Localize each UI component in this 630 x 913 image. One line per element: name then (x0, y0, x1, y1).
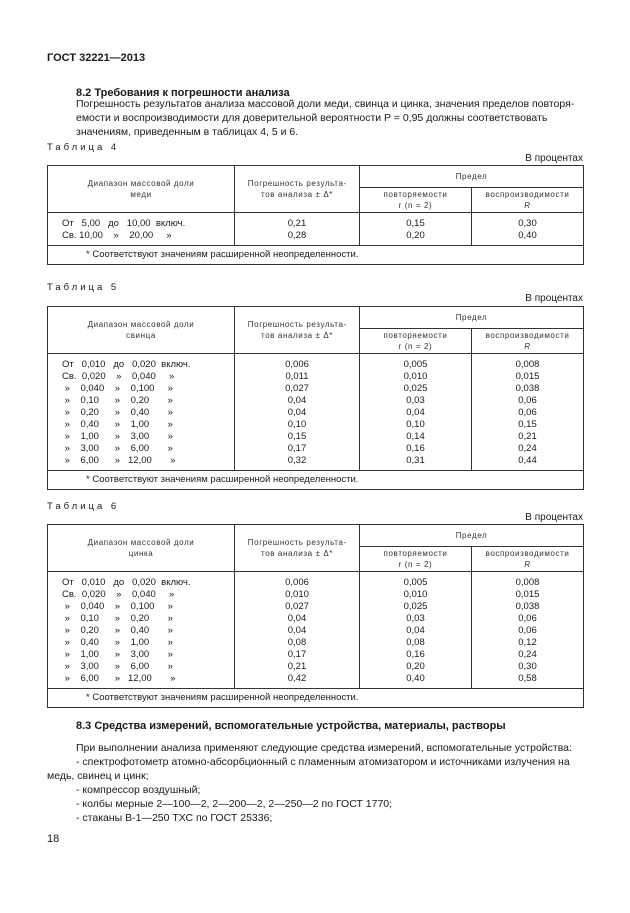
cell-error: 0,04 (235, 625, 360, 637)
cell-error: 0,006 (235, 354, 360, 372)
cell-reproducibility: 0,21 (472, 431, 584, 443)
header-repeatability-label: повторяемости (383, 190, 448, 199)
cell-range: Св. 0,020 » 0,040 » (48, 371, 235, 383)
header-range: Диапазон массовой доли меди (48, 166, 235, 213)
cell-repeatability: 0,010 (360, 589, 472, 601)
table-row (48, 601, 584, 613)
header-repeatability (360, 547, 472, 572)
section-8-3-item-4: - стаканы В-1—250 ТХС по ГОСТ 25336; (76, 812, 273, 824)
cell-error: 0,32 (235, 455, 360, 471)
cell-reproducibility: 0,24 (472, 649, 584, 661)
table-row (48, 383, 584, 395)
cell-reproducibility: 0,06 (472, 395, 584, 407)
cell-repeatability: 0,04 (360, 407, 472, 419)
header-range: Диапазон массовой доли свинца (48, 307, 235, 354)
cell-repeatability: 0,40 (360, 673, 472, 689)
cell-reproducibility: 0,06 (472, 407, 584, 419)
table4 (47, 165, 584, 265)
cell-error: 0,04 (235, 613, 360, 625)
table5-caption: Таблица 5 (47, 282, 120, 293)
table-row (48, 407, 584, 419)
section-8-3-intro: При выполнении анализа применяют следующие средства измерений, вспомогательные устройства: (76, 742, 572, 754)
cell-range: » 0,10 » 0,20 » (48, 613, 235, 625)
header-reproducibility (472, 188, 584, 213)
cell-repeatability: 0,03 (360, 613, 472, 625)
cell-reproducibility: 0,30 (472, 661, 584, 673)
section-8-2-title: 8.2 Требования к погрешности анализа (76, 87, 290, 99)
table-row (48, 354, 584, 372)
cell-range: » 3,00 » 6,00 » (48, 443, 235, 455)
cell-error: 0,10 (235, 419, 360, 431)
cell-reproducibility: 0,038 (472, 601, 584, 613)
cell-error: 0,28 (235, 230, 360, 246)
cell-error: 0,04 (235, 395, 360, 407)
header-limit: Предел (360, 166, 584, 188)
cell-reproducibility: 0,40 (472, 230, 584, 246)
section-8-3-item-1-cont: медь, свинец и цинк; (47, 770, 149, 782)
cell-range: » 0,040 » 0,100 » (48, 601, 235, 613)
cell-repeatability: 0,025 (360, 601, 472, 613)
cell-range: » 0,40 » 1,00 » (48, 637, 235, 649)
header-reproducibility-label: воспроизводимости (485, 190, 570, 199)
header-reproducibility-sub: R (524, 560, 531, 569)
cell-error: 0,21 (235, 661, 360, 673)
cell-reproducibility: 0,12 (472, 637, 584, 649)
cell-range: » 1,00 » 3,00 » (48, 431, 235, 443)
table-row (48, 673, 584, 689)
table6 (47, 524, 584, 708)
cell-error: 0,006 (235, 572, 360, 590)
header-error: Погрешность результатов анализа ± Δ* (235, 307, 360, 354)
cell-repeatability: 0,31 (360, 455, 472, 471)
cell-reproducibility: 0,015 (472, 589, 584, 601)
cell-error: 0,17 (235, 649, 360, 661)
table-row (48, 431, 584, 443)
cell-error: 0,15 (235, 431, 360, 443)
table-row (48, 661, 584, 673)
cell-reproducibility: 0,15 (472, 419, 584, 431)
table-row (48, 395, 584, 407)
cell-repeatability: 0,20 (360, 230, 472, 246)
document-header: ГОСТ 32221—2013 (47, 52, 146, 64)
cell-range: От 0,010 до 0,020 включ. (48, 572, 235, 590)
header-repeatability-sub: r (n = 2) (398, 201, 433, 210)
cell-repeatability: 0,20 (360, 661, 472, 673)
cell-reproducibility: 0,038 (472, 383, 584, 395)
header-repeatability-sub: r (n = 2) (398, 342, 433, 351)
cell-reproducibility: 0,06 (472, 613, 584, 625)
header-reproducibility-label: воспроизводимости (485, 549, 570, 558)
table-row (48, 625, 584, 637)
cell-range: » 3,00 » 6,00 » (48, 661, 235, 673)
cell-range: » 0,10 » 0,20 » (48, 395, 235, 407)
cell-range: Св. 10,00 » 20,00 » (48, 230, 235, 246)
cell-error: 0,42 (235, 673, 360, 689)
table5 (47, 306, 584, 490)
section-8-2-paragraph: Погрешность результатов анализа массовой доли меди, свинца и цинка, значения пределов повторяемости и воспроизводимости для доверительной вероятности P = 0,95 должны соответствовать значениям, приведенным в таблицах 4, 5 и 6. (76, 98, 575, 138)
cell-error: 0,010 (235, 589, 360, 601)
cell-repeatability: 0,14 (360, 431, 472, 443)
header-reproducibility (472, 547, 584, 572)
table-row (48, 230, 584, 246)
cell-repeatability: 0,16 (360, 443, 472, 455)
header-repeatability (360, 188, 472, 213)
section-8-3-item-1: - спектрофотометр атомно-абсорбционный с пламенным атомизатором и источниками излучения на (76, 756, 570, 768)
header-repeatability-label: повторяемости (383, 549, 448, 558)
table-footnote: * Соответствуют значениям расширенной неопределенности. (48, 689, 584, 708)
cell-range: » 1,00 » 3,00 » (48, 649, 235, 661)
cell-range: » 0,20 » 0,40 » (48, 407, 235, 419)
table-row (48, 649, 584, 661)
header-reproducibility-label: воспроизводимости (485, 331, 570, 340)
table-row (48, 572, 584, 590)
header-limit: Предел (360, 307, 584, 329)
cell-error: 0,04 (235, 407, 360, 419)
cell-reproducibility: 0,06 (472, 625, 584, 637)
header-repeatability-label: повторяемости (383, 331, 448, 340)
cell-range: » 0,40 » 1,00 » (48, 419, 235, 431)
header-reproducibility-sub: R (524, 201, 531, 210)
cell-reproducibility: 0,30 (472, 213, 584, 231)
table-row (48, 637, 584, 649)
cell-range: » 0,040 » 0,100 » (48, 383, 235, 395)
header-error: Погрешность результатов анализа ± Δ* (235, 525, 360, 572)
table-row (48, 419, 584, 431)
table6-unit: В процентах (525, 512, 583, 523)
cell-range: » 6,00 » 12,00 » (48, 673, 235, 689)
section-8-3-item-2: - компрессор воздушный; (76, 784, 201, 796)
table-footnote: * Соответствуют значениям расширенной неопределенности. (48, 471, 584, 490)
cell-repeatability: 0,10 (360, 419, 472, 431)
cell-range: » 0,20 » 0,40 » (48, 625, 235, 637)
cell-repeatability: 0,005 (360, 572, 472, 590)
cell-repeatability: 0,010 (360, 371, 472, 383)
cell-repeatability: 0,025 (360, 383, 472, 395)
cell-reproducibility: 0,015 (472, 371, 584, 383)
header-reproducibility-sub: R (524, 342, 531, 351)
cell-reproducibility: 0,008 (472, 572, 584, 590)
cell-range: Св. 0,020 » 0,040 » (48, 589, 235, 601)
cell-reproducibility: 0,008 (472, 354, 584, 372)
cell-repeatability: 0,16 (360, 649, 472, 661)
table-footnote: * Соответствуют значениям расширенной неопределенности. (48, 246, 584, 265)
page-number: 18 (47, 833, 60, 845)
table-row (48, 371, 584, 383)
table4-unit: В процентах (525, 153, 583, 164)
table5-unit: В процентах (525, 293, 583, 304)
header-range: Диапазон массовой доли цинка (48, 525, 235, 572)
cell-repeatability: 0,03 (360, 395, 472, 407)
cell-repeatability: 0,15 (360, 213, 472, 231)
table4-caption: Таблица 4 (47, 142, 120, 153)
cell-reproducibility: 0,44 (472, 455, 584, 471)
cell-range: » 6,00 » 12,00 » (48, 455, 235, 471)
table-row (48, 455, 584, 471)
table-row (48, 589, 584, 601)
header-reproducibility (472, 329, 584, 354)
cell-reproducibility: 0,58 (472, 673, 584, 689)
section-8-3-item-3: - колбы мерные 2—100—2, 2—200—2, 2—250—2 по ГОСТ 1770; (76, 798, 393, 810)
table-row (48, 613, 584, 625)
cell-error: 0,21 (235, 213, 360, 231)
cell-reproducibility: 0,24 (472, 443, 584, 455)
header-error: Погрешность результатов анализа ± Δ* (235, 166, 360, 213)
cell-error: 0,011 (235, 371, 360, 383)
cell-range: От 5,00 до 10,00 включ. (48, 213, 235, 231)
cell-range: От 0,010 до 0,020 включ. (48, 354, 235, 372)
cell-error: 0,027 (235, 601, 360, 613)
cell-error: 0,08 (235, 637, 360, 649)
cell-error: 0,17 (235, 443, 360, 455)
header-repeatability-sub: r (n = 2) (398, 560, 433, 569)
table-row (48, 443, 584, 455)
header-repeatability (360, 329, 472, 354)
cell-repeatability: 0,005 (360, 354, 472, 372)
cell-repeatability: 0,04 (360, 625, 472, 637)
table-row (48, 213, 584, 231)
cell-error: 0,027 (235, 383, 360, 395)
header-limit: Предел (360, 525, 584, 547)
section-8-3-title: 8.3 Средства измерений, вспомогательные устройства, материалы, растворы (76, 720, 506, 732)
cell-repeatability: 0,08 (360, 637, 472, 649)
table6-caption: Таблица 6 (47, 501, 120, 512)
